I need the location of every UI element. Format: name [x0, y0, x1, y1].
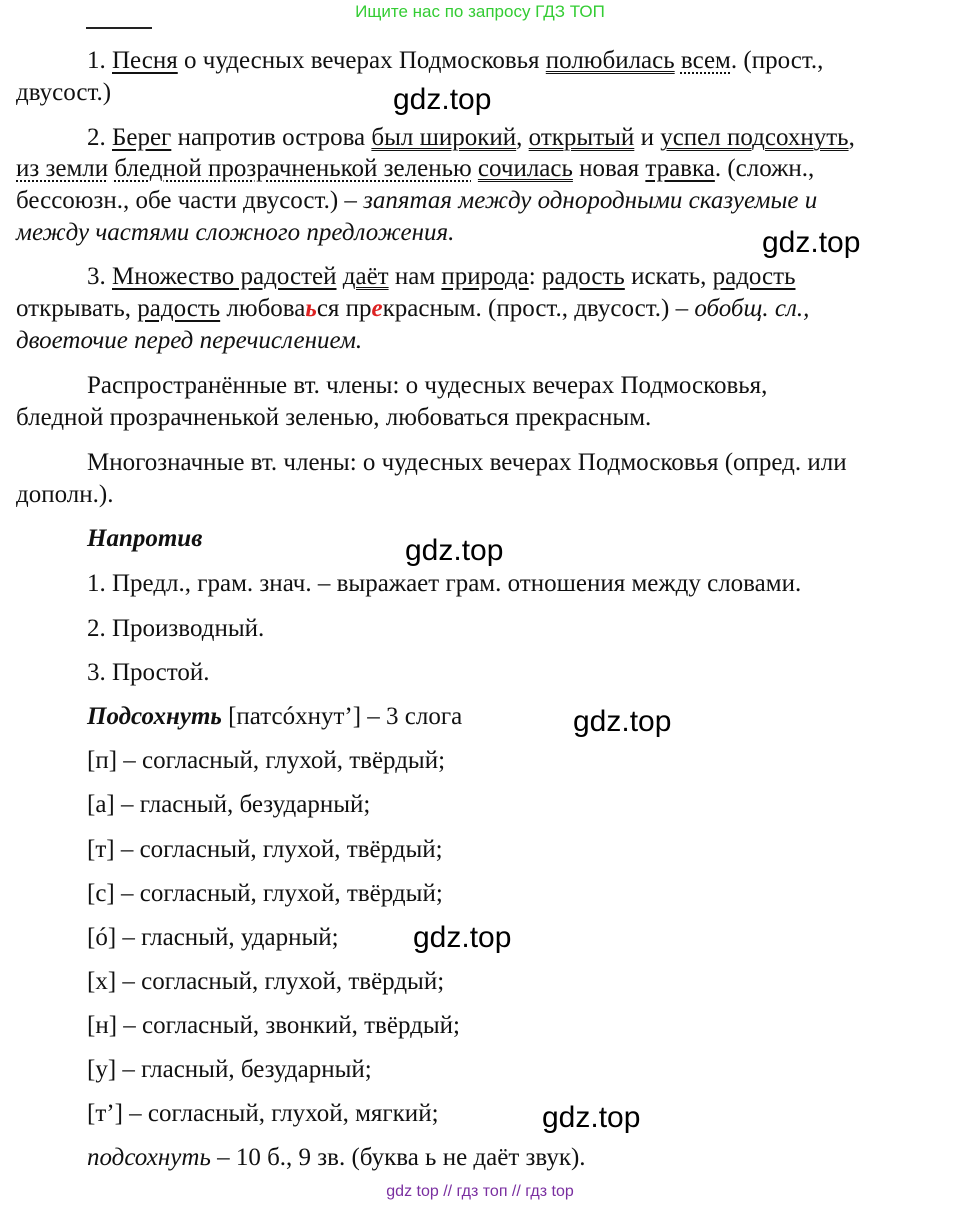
text: красным. (прост., двусост.) – [382, 295, 695, 322]
naprotiv-item: 3. Простой. [87, 659, 210, 686]
sound-line: [ó] – гласный, ударный; [87, 924, 339, 951]
text: любова [220, 295, 306, 322]
sound-line: [т’] – согласный, глухой, мягкий; [87, 1100, 439, 1127]
top-rule [86, 27, 152, 29]
sentence-number: 2. [87, 124, 112, 151]
sentence-number: 1. [87, 47, 112, 74]
watermark: gdz.top [405, 534, 504, 567]
para-1-line-1: Распространённые вт. члены: о чудесных вечерах Подмосковья, [87, 372, 768, 399]
text: ся пр [316, 295, 372, 322]
transcription: [патсóхнут’] – 3 слога [221, 703, 463, 730]
sound-line: [т] – согласный, глухой, твёрдый; [87, 836, 443, 863]
text: , [848, 124, 855, 151]
naprotiv-item: 2. Производный. [87, 615, 265, 642]
predicate: сочилась [477, 155, 573, 182]
para-2-line-2: дополн.). [16, 481, 114, 508]
sentence-2-line-1 [87, 125, 855, 150]
subject: природа [441, 263, 529, 290]
watermark: gdz.top [393, 83, 492, 116]
subject: радость [541, 263, 625, 290]
sound-line: [с] – согласный, глухой, твёрдый; [87, 880, 443, 907]
sentence-2-line-4: между частями сложного предложения. [16, 219, 455, 246]
text: и [634, 124, 661, 151]
predicate: был широкий [371, 124, 517, 151]
highlighted-letter: ь [305, 295, 317, 322]
subject: травка [645, 155, 715, 182]
predicate: полюбилась [545, 47, 675, 74]
highlighted-letter: е [371, 295, 383, 322]
text: искать, [624, 263, 713, 290]
summary-text: – 10 б., 9 зв. (буква ь не даёт звук). [210, 1144, 586, 1171]
text: о чудесных вечерах Подмосковья [177, 47, 546, 74]
object: всем [680, 47, 731, 74]
summary-word: подсохнуть [87, 1144, 211, 1171]
subject: радость [712, 263, 796, 290]
podsokhnut-header [87, 704, 462, 729]
sentence-3-line-1 [87, 264, 795, 289]
watermark: gdz.top [573, 705, 672, 738]
text: . (прост., [730, 47, 824, 74]
text: новая [572, 155, 646, 182]
subject: Берег [112, 124, 172, 151]
text: бессоюзн., обе части двусост.) – [16, 187, 364, 214]
analyzed-word: Подсохнуть [87, 703, 222, 730]
circumstance: из земли [16, 155, 109, 182]
para-2-line-1: Многозначные вт. члены: о чудесных вечерах Подмосковья (опред. или [87, 449, 847, 476]
predicate: открытый [528, 124, 635, 151]
watermark: gdz.top [413, 921, 512, 954]
sentence-1-line-2: двусост.) [16, 79, 112, 106]
podsokhnut-summary [87, 1145, 586, 1170]
naprotiv-title: Напротив [87, 525, 203, 552]
sound-line: [п] – согласный, глухой, твёрдый; [87, 747, 446, 774]
text: нам [388, 263, 442, 290]
para-1-line-2: бледной прозрачненькой зеленью, любоваться прекрасным. [16, 404, 652, 431]
sentence-2-line-2 [16, 156, 814, 181]
punctuation-note: запятая между однородными сказуемые и [363, 187, 818, 214]
sound-line: [а] – гласный, безударный; [87, 791, 371, 818]
sentence-number: 3. [87, 263, 112, 290]
top-banner[interactable]: Ищите нас по запросу ГДЗ ТОП [355, 2, 605, 21]
text: . (сложн., [714, 155, 815, 182]
sentence-1-line-1 [87, 48, 823, 73]
predicate: успел подсохнуть [660, 124, 849, 151]
punctuation-note: обобщ. сл., [694, 295, 810, 322]
naprotiv-item: 1. Предл., грам. знач. – выражает грам. отношения между словами. [87, 570, 802, 597]
sound-line: [х] – согласный, глухой, твёрдый; [87, 968, 445, 995]
sound-line: [н] – согласный, звонкий, твёрдый; [87, 1012, 460, 1039]
predicate: даёт [342, 263, 389, 290]
text: открывать, [16, 295, 138, 322]
subject: Множество радостей [112, 263, 337, 290]
text: напротив острова [171, 124, 372, 151]
sentence-3-line-3: двоеточие перед перечислением. [16, 327, 363, 354]
watermark: gdz.top [762, 226, 861, 259]
watermark: gdz.top [542, 1101, 641, 1134]
text: : [528, 263, 542, 290]
subject: радость [137, 295, 221, 322]
object: бледной прозрачненькой зеленью [114, 155, 472, 182]
sound-line: [у] – гласный, безударный; [87, 1056, 372, 1083]
text: , [516, 124, 529, 151]
sentence-3-line-2 [16, 296, 809, 321]
sentence-2-line-3 [16, 188, 817, 213]
subject: Песня [112, 47, 178, 74]
footer-links[interactable]: gdz top // гдз топ // гдз top [386, 1183, 574, 1200]
